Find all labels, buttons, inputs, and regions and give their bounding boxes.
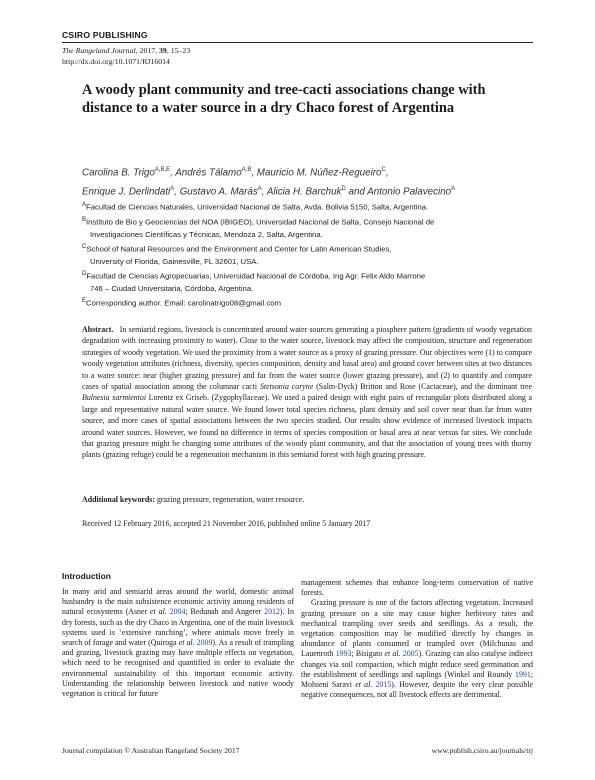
journal-citation bbox=[62, 45, 190, 67]
author-line-2 bbox=[82, 181, 542, 200]
journal-pages: , 15–23 bbox=[166, 46, 191, 55]
section-heading: Introduction bbox=[62, 571, 111, 581]
affiliation-e bbox=[82, 295, 542, 310]
doi-link[interactable]: http://dx.doi.org/10.1071/RJ16014 bbox=[62, 57, 170, 66]
species-name: Bulnesia sarmientoi bbox=[82, 393, 147, 403]
keywords bbox=[82, 494, 304, 505]
author-name: Enrique J. Derlindati bbox=[82, 186, 171, 198]
author-list bbox=[82, 162, 542, 201]
author-affiliation-mark: A bbox=[170, 186, 175, 193]
footer-url[interactable]: www.publish.csiro.au/journals/trj bbox=[431, 746, 533, 755]
author-separator: , bbox=[174, 186, 180, 198]
author-affiliation-mark: A bbox=[451, 186, 456, 193]
affiliation-list bbox=[82, 199, 542, 310]
affiliation-mark: B bbox=[82, 216, 87, 223]
author-affiliation-mark: A,B bbox=[241, 167, 252, 173]
citation-link[interactable]: 2015 bbox=[372, 680, 392, 690]
citation-link[interactable]: 1993 bbox=[335, 649, 352, 659]
affiliation-b-cont: Investigaciones Científicas y Técnicas, Mendoza 2, Salta, Argentina. bbox=[90, 229, 323, 239]
citation-link[interactable]: 2012 bbox=[264, 607, 280, 617]
author-separator: , bbox=[251, 167, 257, 179]
author-name: Gustavo A. Marás bbox=[179, 186, 258, 198]
author-affiliation-mark: A bbox=[257, 186, 262, 193]
citation-link[interactable]: 2009 bbox=[194, 638, 213, 648]
publisher-name: CSIRO PUBLISHING bbox=[62, 30, 148, 40]
affiliation-mark: D bbox=[82, 271, 87, 278]
citation-link[interactable]: 2005 bbox=[400, 649, 419, 659]
author-name: Mauricio M. Núñez-Regueiro bbox=[256, 167, 382, 179]
author-name: Alicia H. Barchuk bbox=[266, 186, 342, 198]
author-and: and bbox=[345, 186, 368, 198]
affiliation-a bbox=[82, 199, 542, 214]
species-name: Stetsonia coryne bbox=[259, 382, 314, 392]
author-affiliation-mark: C bbox=[381, 167, 386, 173]
author-name: Antonio Palavecino bbox=[367, 186, 452, 198]
affiliation-mark: E bbox=[82, 298, 87, 305]
keywords-text: grazing pressure, regeneration, water resource. bbox=[155, 495, 305, 504]
footer-copyright: Journal compilation © Australian Rangeland Society 2017 bbox=[62, 746, 240, 755]
affiliation-c bbox=[82, 241, 542, 256]
paragraph: In many arid and semiarid areas around the world, domestic animal husbandry is the main subsistence economic activity among residents of natural ecosystems (Asner et al. 2004; Bedunah and Angerer 2012). In dry forests, such as the dry Chaco in Argentina, one of the main livestock systems used is ‘extensive ranching’, where animals move freely in search of forage and water (Quiroga et al. 2009). As a result of trampling and grazing, livestock grazing may have multiple effects on vegetation, which need to be recognised and quantified in order to evaluate the environmental sustainability of this important economic activity. Understanding the relationship between livestock and native woody vegetation is critical for future bbox=[62, 587, 294, 699]
abstract-label: Abstract. bbox=[82, 325, 114, 334]
affiliation-text: Instituto de Bio y Geociencias del NOA (IBIGEO), Universidad Nacional de Salta, Consejo Nacional de bbox=[86, 217, 435, 227]
author-separator: , bbox=[261, 186, 267, 198]
paragraph: Grazing pressure is one of the factors affecting vegetation. Increased grazing pressure on a site may cause higher herbivory rates and mechanical trampling over seeds and seedlings. As a result, the vegetation composition may be modified directly by changes in abundance of plants consumed or trampled over (Milchunas and Lauenroth 1993; Bisigato et al. 2005). Grazing can also catalyse indirect changes via soil compaction, which might reduce seed germination and the establishment of seedlings and saplings (Winkel and Roundy 1991; Mohseni Saravi et al. 2015). However, despite the very clear possible negative consequences, not all livestock effects are detrimental. bbox=[301, 598, 533, 700]
journal-volume: 39 bbox=[159, 46, 167, 55]
header-rule bbox=[62, 42, 533, 43]
affiliation-text: School of Natural Resources and the Environment and Center for Latin American Studies, bbox=[86, 244, 392, 254]
affiliation-mark: C bbox=[82, 244, 87, 251]
abstract-text: Lorentz ex Griseb. (Zygophyllaceae). We used a paired design with eight pairs of rectangular plots distributed along a large and representative natural water source. We found lower total species richness, plant density and soil cover near than far from water source, and more cases of spatial associations between the two species studied. Our results show evidence of increased livestock impacts around water sources. However, we found no difference in terms of species composition or basal area at near versus far sites. We conclude that grazing pressure might be changing some attributes of the woody plant community, and that the association of young trees with thorny plants (grazing refuge) could be a regeneration mechanism in this semiarid forest with high grazing pressure. bbox=[82, 393, 532, 460]
author-separator: , bbox=[385, 167, 389, 179]
citation-link[interactable]: 1991 bbox=[515, 669, 531, 679]
author-name: Carolina B. Trigo bbox=[82, 167, 155, 179]
affiliation-d bbox=[82, 268, 542, 283]
journal-name: The Rangeland Journal bbox=[62, 46, 136, 55]
author-line-1 bbox=[82, 162, 542, 181]
paragraph: management schemes that enhance long-term conservation of native forests. bbox=[301, 578, 533, 598]
left-column bbox=[62, 587, 294, 699]
citation-link[interactable]: 2004 bbox=[166, 607, 186, 617]
received-dates: Received 12 February 2016, accepted 21 November 2016, published online 5 January 2017 bbox=[82, 519, 371, 528]
affiliation-text: Facultad de Ciencias Agropecuarias, Universidad Nacional de Córdoba, Ing Agr. Felix Aldo Marrone bbox=[86, 271, 426, 281]
affiliation-c-cont: University of Florida, Gainesville, FL 32601, USA. bbox=[90, 256, 259, 266]
author-affiliation-mark: A,B,E bbox=[154, 167, 171, 173]
affiliation-d-cont: 746 – Ciudad Universitaria, Córdoba, Argentina. bbox=[90, 284, 254, 294]
abstract bbox=[82, 324, 532, 461]
author-name: Andrés Tálamo bbox=[175, 167, 242, 179]
author-affiliation-mark: D bbox=[341, 186, 346, 193]
journal-year: , 2017, bbox=[135, 46, 160, 55]
affiliation-mark: A bbox=[82, 202, 87, 208]
author-separator: , bbox=[170, 167, 176, 179]
affiliation-text: Facultad de Ciencias Naturales, Universidad Nacional de Salta, Avda. Bolivia 5150, Salta, Argentina. bbox=[86, 202, 429, 212]
abstract-text: In semiarid regions, livestock is concentrated around water sources generating a piosphere pattern (gradients of woody vegetation degradation with increasing proximity to water). Close to the water source, livestock may affect the composition, structure and regeneration strategies of woody vegetation. We used the proximity from a water source as a proxy of grazing pressure. Our objectives were (1) to compare woody vegetation attributes (richness, diversity, species composition, density and basal area) and ground cover between sites at two distances to a water source: near (higher grazing pressure) and far from the water source (lower grazing pressure), and (2) to quantify and compare cases of spatial association among the columnar cacti bbox=[82, 325, 533, 392]
article-title: A woody plant community and tree-cacti associations change with distance to a water source in a dry Chaco forest of Argentina bbox=[82, 82, 486, 116]
affiliation-b bbox=[82, 214, 542, 229]
right-column bbox=[301, 578, 533, 700]
abstract-text: (Salm-Dyck) Britton and Rose (Cactaceae), and the dominant tree bbox=[313, 382, 533, 392]
keywords-label: Additional keywords: bbox=[82, 495, 155, 504]
affiliation-text: Corresponding author. Email: carolinatrigo08@gmail.com bbox=[86, 298, 281, 308]
